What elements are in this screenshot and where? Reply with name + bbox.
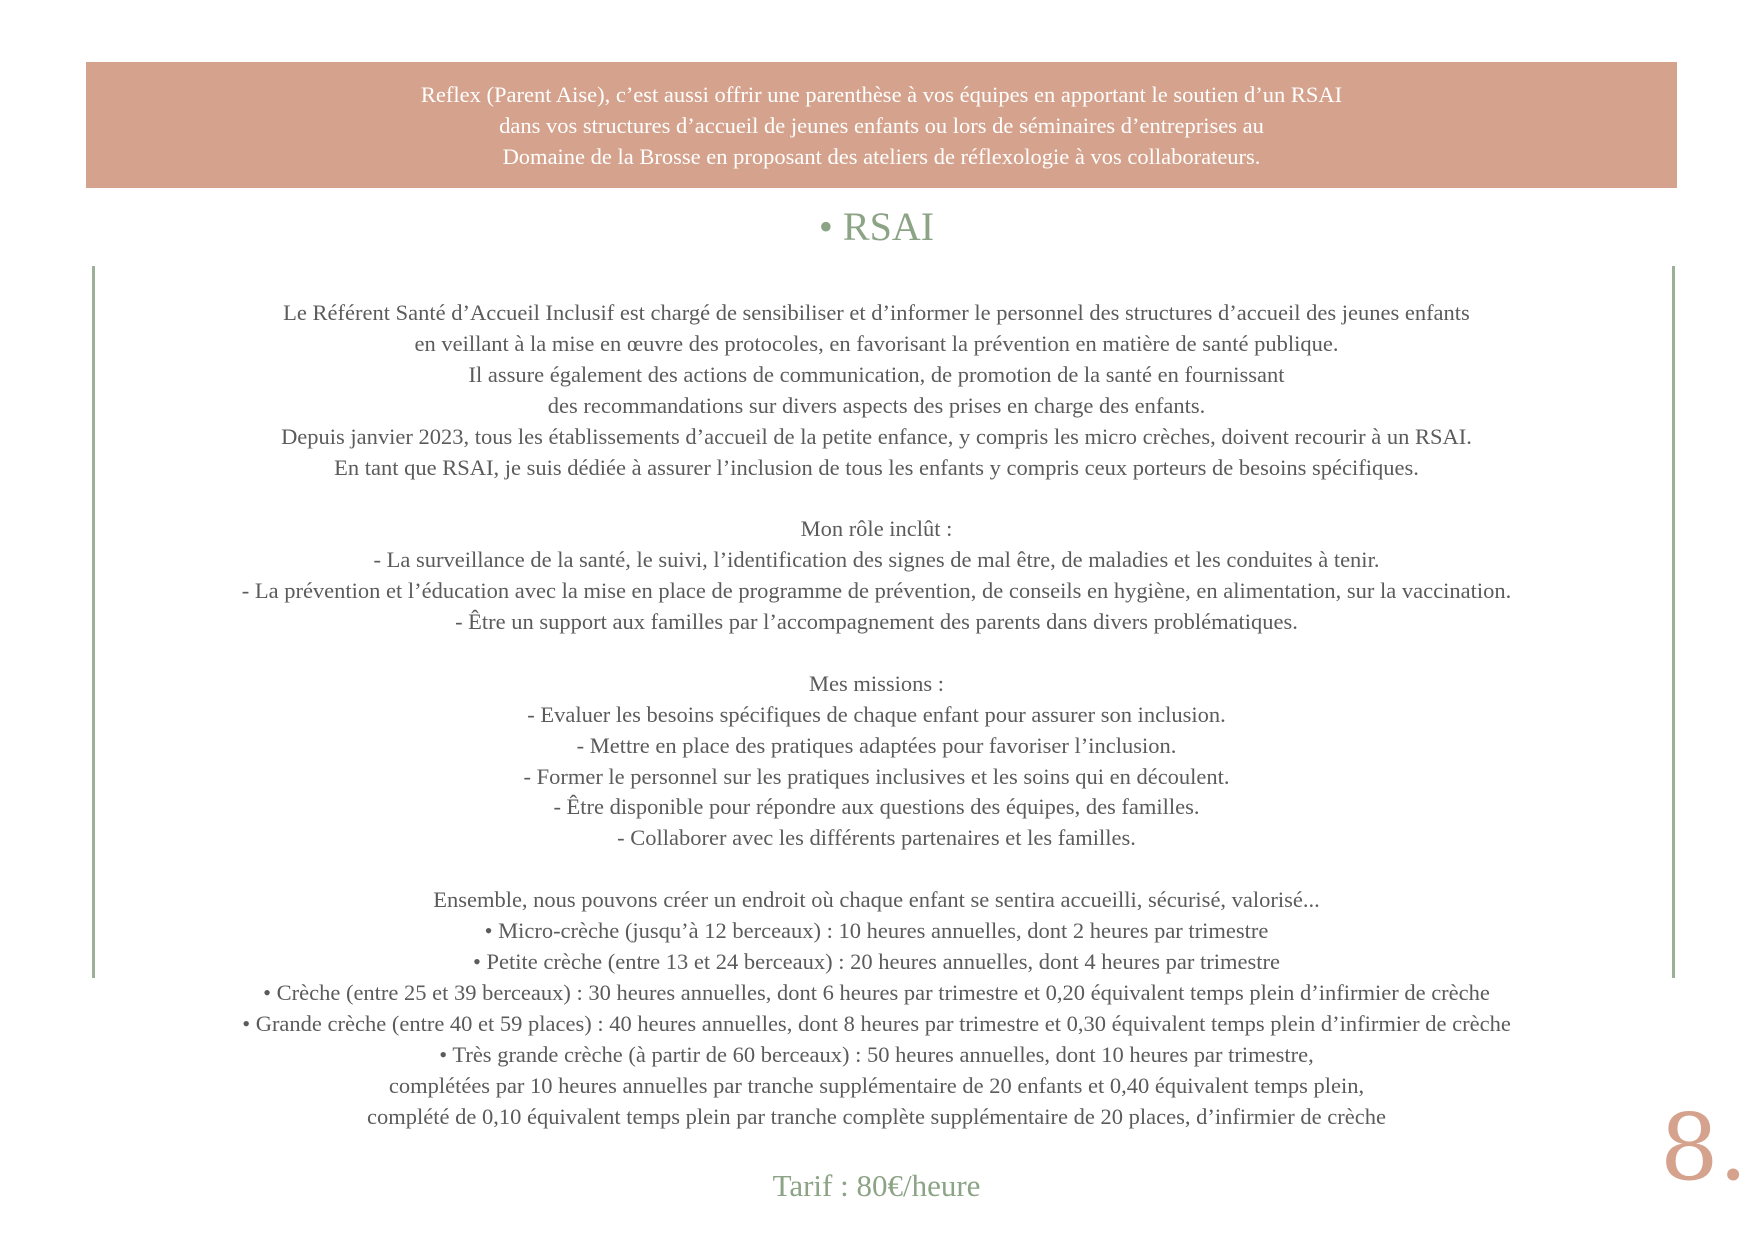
body-line: en veillant à la mise en œuvre des protocoles, en favorisant la prévention en matière de santé publique. — [414, 330, 1339, 356]
mission-item: - Être disponible pour répondre aux questions des équipes, des familles. — [553, 794, 1200, 820]
banner-line: Reflex (Parent Aise), c’est aussi offrir une parenthèse à vos équipes en apportant le soutien d’un RSAI — [420, 81, 1343, 107]
crèche-hours-item: • Grande crèche (entre 40 et 59 places) : 40 heures annuelles, dont 8 heures par trimestre et 0,30 équivalent temps plein d’infirmier de crèche — [242, 1010, 1511, 1036]
body-line: des recommandations sur divers aspects des prises en charge des enfants. — [547, 392, 1206, 418]
banner-line: dans vos structures d’accueil de jeunes enfants ou lors de séminaires d’entreprises au — [499, 112, 1264, 138]
page-number: 8. — [1660, 1094, 1748, 1201]
body-text — [0, 298, 1753, 1132]
crèche-hours-item: • Crèche (entre 25 et 39 berceaux) : 30 heures annuelles, dont 6 heures par trimestre et 0,20 équivalent temps plein d’infirmier de crèche — [263, 979, 1490, 1005]
missions-heading: Mes missions : — [808, 670, 945, 696]
body-line: Depuis janvier 2023, tous les établissements d’accueil de la petite enfance, y compris les micro crèches, doivent recourir à un RSAI. — [281, 423, 1472, 449]
mission-item: - Collaborer avec les différents partenaires et les familles. — [617, 825, 1136, 851]
intro-banner — [86, 62, 1677, 188]
crèche-hours-continuation: complété de 0,10 équivalent temps plein par tranche complète supplémentaire de 20 places, d’infirmier de crèche — [367, 1103, 1386, 1129]
section-title: • RSAI — [818, 204, 935, 249]
crèche-hours-item: • Très grande crèche (à partir de 60 berceaux) : 50 heures annuelles, dont 10 heures par trimestre, — [439, 1041, 1314, 1067]
mission-item: - Mettre en place des pratiques adaptées pour favoriser l’inclusion. — [576, 732, 1177, 758]
role-item: - Être un support aux familles par l’accompagnement des parents dans divers problématiques. — [455, 609, 1298, 635]
body-line: Il assure également des actions de communication, de promotion de la santé en fournissant — [468, 361, 1285, 387]
price-label: Tarif : 80€/heure — [772, 1168, 981, 1203]
role-heading: Mon rôle inclût : — [800, 516, 953, 542]
body-line: Le Référent Santé d’Accueil Inclusif est chargé de sensibiliser et d’informer le personnel des structures d’accueil des jeunes enfants — [283, 300, 1470, 325]
closing-statement: Ensemble, nous pouvons créer un endroit où chaque enfant se sentira accueilli, sécurisé, valorisé... — [433, 887, 1320, 913]
crèche-hours-item: • Petite crèche (entre 13 et 24 berceaux) : 20 heures annuelles, dont 4 heures par trimestre — [473, 948, 1280, 974]
mission-item: - Evaluer les besoins spécifiques de chaque enfant pour assurer son inclusion. — [527, 701, 1226, 727]
mission-item: - Former le personnel sur les pratiques inclusives et les soins qui en découlent. — [523, 763, 1230, 789]
crèche-hours-continuation: complétées par 10 heures annuelles par tranche supplémentaire de 20 enfants et 0,40 équivalent temps plein, — [388, 1072, 1365, 1098]
role-item: - La surveillance de la santé, le suivi, l’identification des signes de mal être, de maladies et les conduites à tenir. — [373, 547, 1380, 573]
crèche-hours-item: • Micro-crèche (jusqu’à 12 berceaux) : 10 heures annuelles, dont 2 heures par trimestre — [484, 918, 1269, 944]
blank-line — [0, 638, 1753, 669]
body-line: En tant que RSAI, je suis dédiée à assurer l’inclusion de tous les enfants y compris ceux porteurs de besoins spécifiques. — [334, 454, 1419, 480]
role-item: - La prévention et l’éducation avec la mise en place de programme de prévention, de conseils en hygiène, en alimentation, sur la vaccination. — [241, 578, 1512, 604]
blank-line — [0, 483, 1753, 514]
banner-line: Domaine de la Brosse en proposant des ateliers de réflexologie à vos collaborateurs. — [502, 143, 1261, 169]
blank-line — [0, 854, 1753, 885]
